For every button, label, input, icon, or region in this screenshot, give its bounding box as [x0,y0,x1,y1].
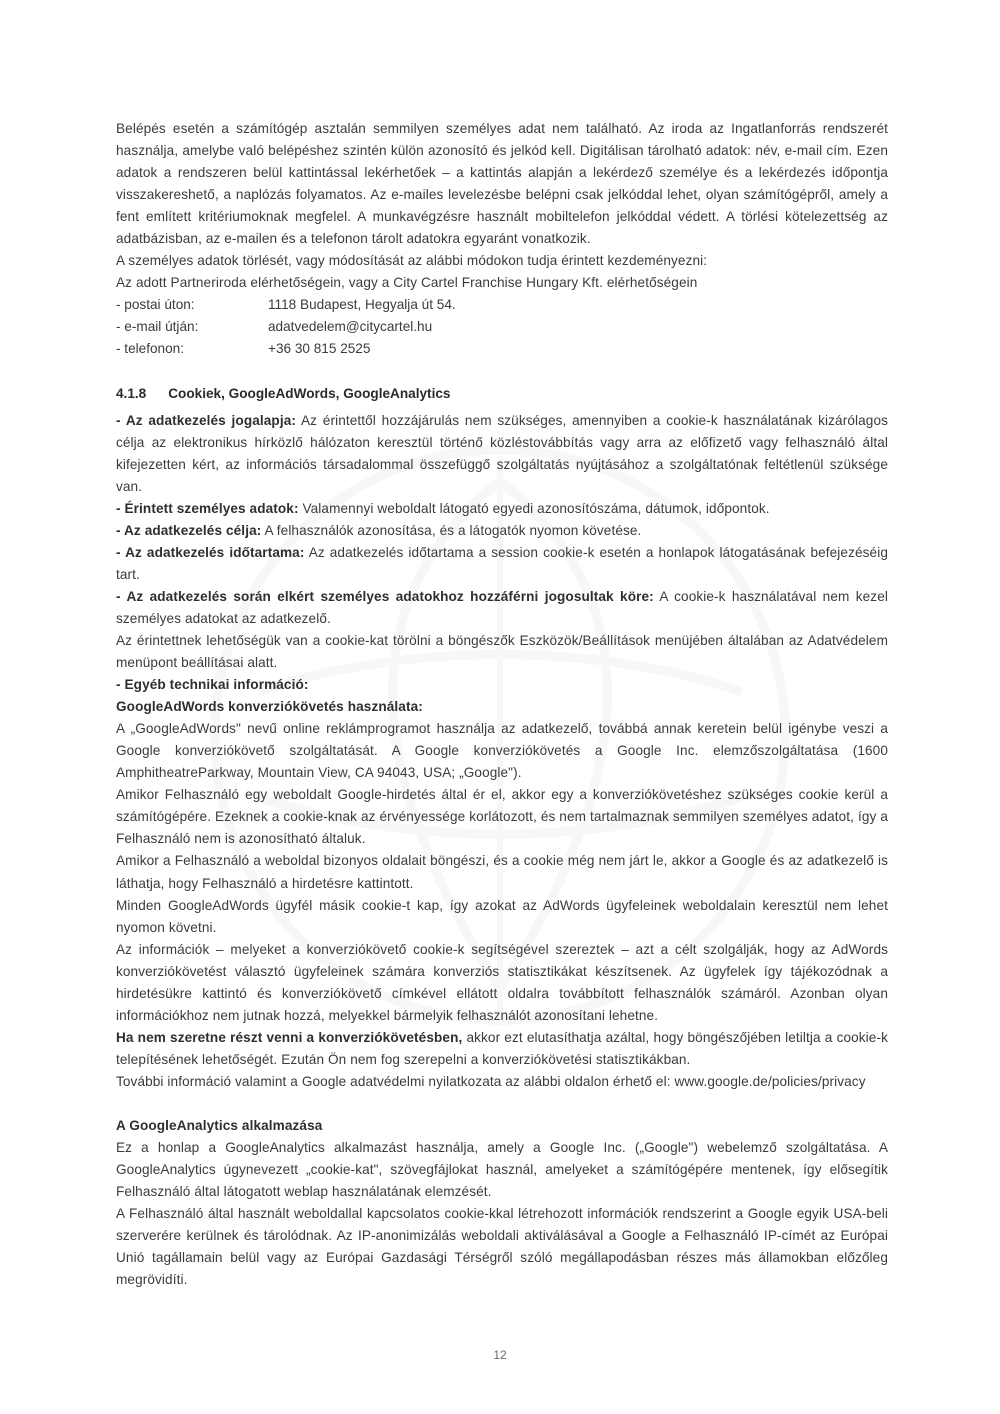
paragraph-more-info: További információ valamint a Google adatvédelmi nyilatkozata az alábbi oldalon érhető el: www.google.de/policies/privacy [116,1073,866,1089]
heading-adwords-conversion: GoogleAdWords konverziókövetés használata: [116,699,423,715]
item-access-rights-lead: - Az adatkezelés során elkért személyes adatokhoz hozzáférni jogosultak köre: [116,589,654,605]
contact-value-email: adatvedelem@citycartel.hu [268,319,433,335]
item-access-rights-text: A cookie-k használatával nem kezel személyes adatokat az adatkezelő. [116,589,888,627]
paragraph-intro-3: Az adott Partneriroda elérhetőségein, vagy a City Cartel Franchise Hungary Kft. elérhetőségein [116,275,698,291]
contact-value-phone: +36 30 815 2525 [268,341,371,357]
paragraph-optout-lead: Ha nem szeretne részt venni a konverziókövetésben, [116,1029,463,1045]
heading-technical-info: - Egyéb technikai információ: [116,677,309,693]
item-personal-data-text: Valamennyi weboldalt látogató egyedi azonosítószáma, dátumok, időpontok. [298,501,770,517]
item-purpose-lead: - Az adatkezelés célja: [116,523,262,539]
paragraph-intro-2: A személyes adatok törlését, vagy módosítását az alábbi módokon tudja érintett kezdeményezni: [116,253,708,269]
section-heading [116,386,888,401]
contact-value-postal: 1118 Budapest, Hegyalja út 54. [268,297,456,313]
item-access-rights [116,586,888,630]
contact-label-postal: - postai úton: [116,297,195,313]
paragraph-adwords-5: Az információk – melyeket a konverziókövető cookie-k segítségével szereztek – azt a célt szolgálják, hogy az AdWords konverziókövetést választó ügyfeleinek számára konverziós statisztikákat készítsenek. Az ügyfelek így tájékozódnak a hirdetésükre kattintó és konverziókövető címkével ellátott oldalra továbbított felhasználók számáról. Azonban olyan információkhoz nem jutnak hozzá, melyekkel bármelyik felhasználót azonosítani lehetne. [116,941,888,1023]
paragraph-analytics-1: Ez a honlap a GoogleAnalytics alkalmazást használja, amely a Google Inc. („Google") webelemző szolgáltatása. A GoogleAnalytics úgynevezett „cookie-kat", szövegfájlokat használ, amelyeket a számítógépére mentenek, így elősegítik Felhasználó által látogatott weblap használatának elemzését. [116,1139,888,1199]
item-purpose [116,520,888,542]
contact-row-postal [116,294,888,316]
item-duration [116,542,888,586]
paragraph-adwords-3: Amikor a Felhasználó a weboldal bizonyos oldalait böngészi, és a cookie még nem járt le, akkor a Google és az adatkezelő is láthatja, hogy Felhasználó a hirdetésre kattintott. [116,853,888,891]
item-legal-basis-text: Az érintettől hozzájárulás nem szükséges, amennyiben a cookie-k használatának kizárólagos célja az elektronikus hírközlő hálózaton keresztül történő közléstovábbítás vagy arra az előfizető vagy felhasználó által kifejezetten kért, az információs társadalommal összefüggő szolgáltatás nyújtásához a szolgáltatónak feltétlenül szüksége van. [116,413,889,495]
section-number: 4.1.8 [116,386,147,402]
spacer [116,1093,888,1115]
item-personal-data [116,498,888,520]
item-personal-data-lead: - Érintett személyes adatok: [116,501,299,517]
contact-label-phone: - telefonon: [116,341,185,357]
paragraph-adwords-1: A „GoogleAdWords" nevű online reklámprogramot használja az adatkezelő, továbbá annak keretein belül igénybe veszi a Google konverziókövető szolgáltatását. A Google konverziókövetés a Google Inc. elemzőszolgáltatása (1600 AmphitheatreParkway, Mountain View, CA 94043, USA; „Google"). [116,721,888,781]
paragraph-optout [116,1027,888,1071]
paragraph-intro-1: Belépés esetén a számítógép asztalán semmilyen személyes adat nem található. Az iroda az Ingatlanforrás rendszerét használja, amelybe való belépéshez szintén külön azonosító és jelkód kell. Digitálisan tárolható adatok: név, e-mail cím. Ezen adatok a rendszeren belül kattintással lekérhetőek – a kattintás alapján a lekérdező személye és a lekérdezés időpontja visszakereshető, a naplózás folyamatos. Az e-mailes levelezésbe belépni csak jelkóddal lehet, olyan számítógépről, amely a fent említett kritériumoknak megfelel. A munkavégzésre használt mobiltelefon jelkóddal védett. A törlési kötelezettség az adatbázisban, az e-mailen és a telefonon tárolt adatokra egyaránt vonatkozik. [116,121,888,247]
item-duration-text: Az adatkezelés időtartama a session cookie-k esetén a honlapok látogatásának befejezéséig tart. [116,545,888,583]
heading-analytics: A GoogleAnalytics alkalmazása [116,1117,323,1133]
paragraph-optout-text: akkor ezt elutasíthatja azáltal, hogy böngészőjében letiltja a cookie-k telepítésének lehetőségét. Ezután Ön nem fog szerepelni a konverziókövetési statisztikákban. [116,1029,888,1067]
paragraph-analytics-2: A Felhasználó által használt weboldallal kapcsolatos cookie-kkal létrehozott információk rendszerint a Google egyik USA-beli szerverére kerülnek és tárolódnak. Az IP-anonimizálás weboldali aktiválásával a Google a Felhasználó IP-címét az Európai Unió tagállamain belül vagy az Európai Gazdasági Térségről szóló megállapodásban részes más államokban előzőleg megrövidíti. [116,1205,888,1287]
contact-row-phone [116,338,888,360]
item-duration-lead: - Az adatkezelés időtartama: [116,545,305,561]
page-number: 12 [493,1348,507,1362]
contact-row-email [116,316,888,338]
item-legal-basis [116,410,888,498]
paragraph-adwords-4: Minden GoogleAdWords ügyfél másik cookie-t kap, így azokat az AdWords ügyfeleinek weboldalain keresztül nem lehet nyomon követni. [116,897,888,935]
paragraph-adwords-2: Amikor Felhasználó egy weboldalt Google-hirdetés által ér el, akkor egy a konverziókövetéshez szükséges cookie kerül a számítógépére. Ezeknek a cookie-knak az érvényessége korlátozott, és nem tartalmaznak semmilyen személyes adatot, így a Felhasználó nem is azonosítható általuk. [116,787,888,847]
contact-label-email: - e-mail útján: [116,319,199,335]
item-legal-basis-lead: - Az adatkezelés jogalapja: [116,413,297,429]
item-purpose-text: A felhasználók azonosítása, és a látogatók nyomon követése. [261,523,642,539]
paragraph-cookie-delete: Az érintettnek lehetőségük van a cookie-kat törölni a böngészők Eszközök/Beállítások menüjében általában az Adatvédelem menüpont beállításai alatt. [116,633,888,671]
section-title: Cookiek, GoogleAdWords, GoogleAnalytics [168,386,451,402]
